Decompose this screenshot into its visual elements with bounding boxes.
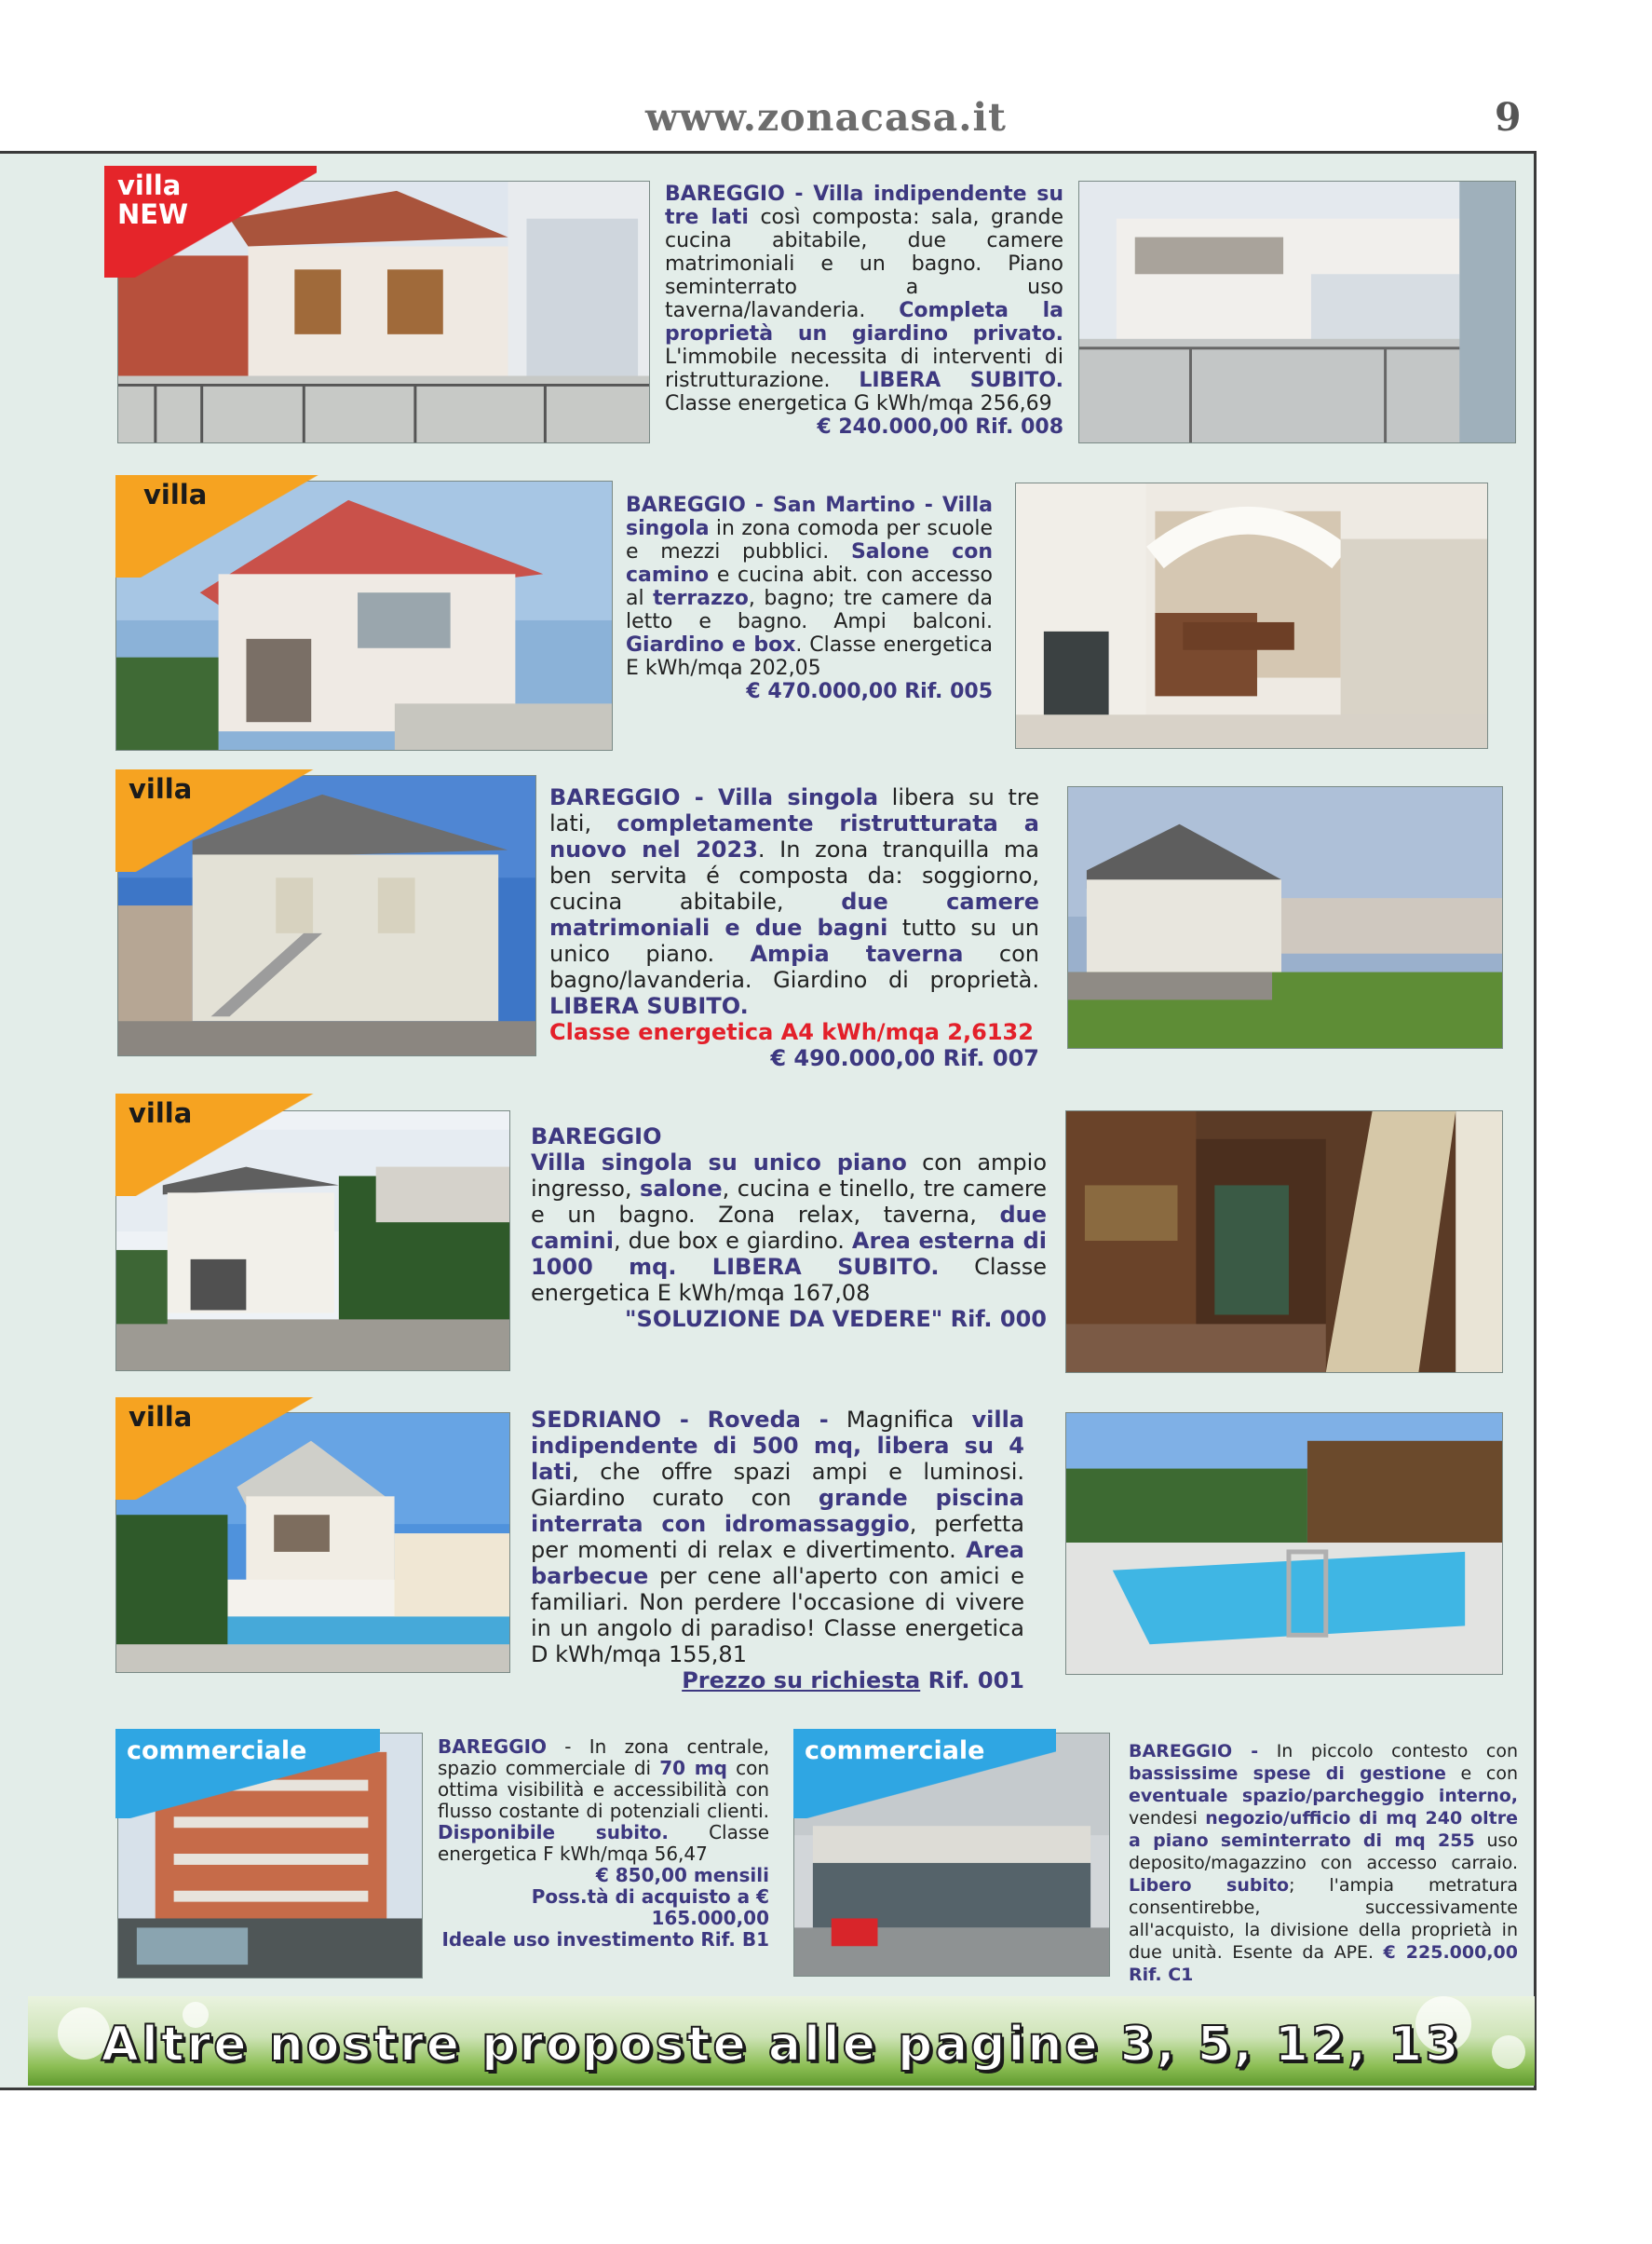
- listing-3-price: € 490.000,00 Rif. 007: [770, 1045, 1039, 1071]
- listing-7-price: € 225.000,00 Rif. C1: [1129, 1942, 1518, 1985]
- listing-5-photo-side: [1065, 1412, 1503, 1675]
- listing-6-tag: [115, 1729, 380, 1818]
- listing-2-photo-side: [1015, 483, 1488, 749]
- tag-label: commerciale: [127, 1736, 307, 1765]
- listing-2-tag: [115, 475, 326, 578]
- listing-1-text: BAREGGIO - Villa indipendente su tre lati così composta: sala, grande cucina abitabile, due camere matrimoniali e un bagno. Piano seminterrato a uso taverna/lavanderia. Completa la proprietà un giardino privato. L'immobile necessita di interventi di ristrutturazione. LIBERA SUBITO. Classe energetica G kWh/mqa 256,69 € 240.000,00 Rif. 008: [665, 183, 1064, 439]
- listing-1-price: € 240.000,00 Rif. 008: [817, 415, 1063, 439]
- listing-6-price: € 850,00 mensili: [595, 1864, 769, 1886]
- tag-label: villa: [129, 1401, 193, 1433]
- listing-2-text: BAREGGIO - San Martino - Villa singola in zona comoda per scuole e mezzi pubblici. Salone con camino e cucina abit. con accesso al terrazzo, bagno; tre camere da letto e bagno. Ampi balconi. Giardino e box. Classe energetica E kWh/mqa 202,05 € 470.000,00 Rif. 005: [626, 494, 994, 703]
- listing-5-price: [531, 1667, 1024, 1693]
- listing-3-photo-side: [1067, 786, 1503, 1049]
- listing-4-photo-side: [1065, 1110, 1503, 1373]
- tag-label: villa: [117, 170, 182, 201]
- listing-5-ref: Rif. 001: [928, 1667, 1024, 1693]
- tag-label: villa: [129, 1097, 193, 1129]
- listing-3-energy: Classe energetica A4 kWh/mqa 2,6132: [549, 1019, 1034, 1045]
- tag-label: villa: [143, 479, 208, 510]
- price-on-request: Prezzo su richiesta: [682, 1667, 921, 1693]
- listing-4-tag: [115, 1094, 317, 1196]
- tag-label: commerciale: [805, 1736, 985, 1765]
- listing-1-tag: [104, 166, 317, 278]
- listing-3-tag: [115, 769, 317, 872]
- listing-6-ref: Ideale uso investimento Rif. B1: [441, 1928, 769, 1951]
- page-number: 9: [1495, 95, 1522, 140]
- listing-6-purchase-option: Poss.tà di acquisto a € 165.000,00: [531, 1885, 769, 1929]
- listing-2-price: € 470.000,00 Rif. 005: [746, 680, 993, 703]
- listing-5-tag: [115, 1397, 317, 1500]
- site-url: www.zonacasa.it: [644, 95, 1007, 140]
- listing-3-text: BAREGGIO - Villa singola libera su tre lati, completamente ristrutturata a nuovo nel 2023. In zona tranquilla ma ben servita é composta da: soggiorno, cucina abitabile, due camere matrimoniali e due bagni tutto su un unico piano. Ampia taverna con bagno/lavanderia. Giardino di proprietà. LIBERA SUBITO. Classe energetica A4 kWh/mqa 2,6132 € 490.000,00 Rif. 007: [549, 784, 1040, 1071]
- tag-label: villa: [129, 773, 193, 805]
- tag-new-label: NEW: [117, 198, 189, 230]
- listing-4-text: BAREGGIO Villa singola su unico piano con ampio ingresso, salone, cucina e tinello, tre camere e un bagno. Zona relax, taverna, due camini, due box e giardino. Area esterna di 1000 mq. LIBERA SUBITO. Classe energetica E kWh/mqa 167,08 "SOLUZIONE DA VEDERE" Rif. 000: [531, 1123, 1047, 1332]
- bottom-banner: [28, 1996, 1535, 2086]
- listing-4-price: "SOLUZIONE DA VEDERE" Rif. 000: [625, 1306, 1047, 1332]
- listing-5-text: SEDRIANO - Roveda - Magnifica villa indipendente di 500 mq, libera su 4 lati, che offre spazi ampi e luminosi. Giardino curato con grande piscina interrata con idromassaggio, perfetta per momenti di relax e divertimento. Area barbecue per cene all'aperto con amici e familiari. Non perdere l'occasione di vivere in un angolo di paradiso! Classe energetica D kWh/mqa 155,81 Prezzo su richiesta Rif. 001: [531, 1407, 1025, 1693]
- banner-text: Altre nostre proposte alle pagine 3, 5, 12, 13: [101, 2017, 1462, 2073]
- listing-7-text: BAREGGIO - In piccolo contesto con bassissime spese di gestione e con eventuale spazio/parcheggio interno, vendesi negozio/ufficio di mq 240 oltre a piano seminterrato di mq 255 uso deposito/magazzino con accesso carraio. Libero subito; l'ampia metratura consentirebbe, successivamente all'acquisto, la divisione della proprietà in due unità. Esente da APE. € 225.000,00 Rif. C1: [1129, 1741, 1519, 1985]
- listing-1-photo-side: [1078, 181, 1516, 443]
- listing-7-tag: [793, 1729, 1056, 1818]
- listing-6-text: BAREGGIO - In zona centrale, spazio commerciale di 70 mq con ottima visibilità e accessibilità con flusso costante di potenziali clienti. Disponibile subito. Classe energetica F kWh/mqa 56,47 € 850,00 mensili Poss.tà di acquisto a € 165.000,00 Ideale uso investimento Rif. B1: [438, 1735, 769, 1951]
